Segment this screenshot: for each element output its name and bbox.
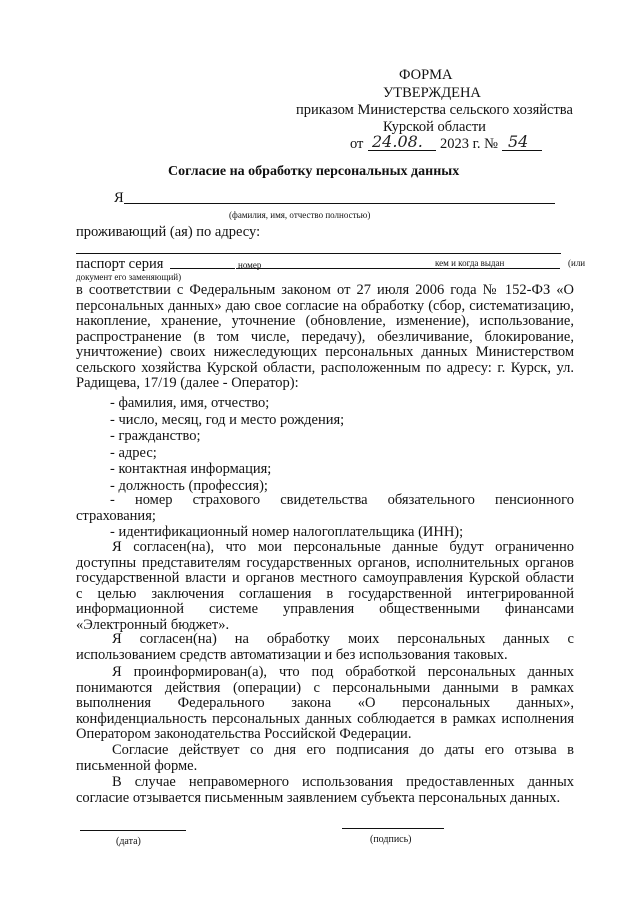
- passport-issued-line: [434, 268, 560, 269]
- handwritten-date: 24.08.: [372, 132, 423, 151]
- handwritten-number: 54: [508, 132, 529, 151]
- data-items-list: [110, 396, 570, 494]
- text-line: Я проинформирован(а), что под обработкой персональных данных: [112, 664, 574, 680]
- passport-series-line: [170, 268, 235, 269]
- text-line: понимаются действия (операции) с персональными данными в рамках: [76, 679, 574, 696]
- number-underline: [502, 150, 542, 151]
- snils-item-line2: страхования;: [76, 508, 156, 524]
- paragraph-revocation: [76, 775, 574, 806]
- text-line: конфиденциальность персональных данных соблюдается в рамках исполнения: [76, 710, 574, 727]
- address-line: [76, 253, 561, 254]
- text-line: согласие отзывается письменным заявлением субъекта персональных данных.: [76, 789, 561, 806]
- passport-number-label: номер: [238, 260, 262, 270]
- address-label: проживающий (ая) по адресу:: [76, 224, 261, 240]
- text-line: доступны представителям государственных органов, исполнительных органов: [76, 554, 574, 571]
- document-substitute-caption: документ его заменяющий): [76, 272, 182, 282]
- list-item: - число, месяц, год и место рождения;: [110, 411, 345, 428]
- text-line: выполнения Федерального закона «О персональных данных»,: [76, 695, 574, 711]
- passport-or-label: (или: [568, 258, 586, 268]
- text-line: В случае неправомерного использования предоставленных данных: [112, 774, 574, 790]
- list-item: - контактная информация;: [110, 461, 272, 477]
- header-region: Курской области: [383, 119, 486, 135]
- text-line: сельского хозяйства Курской области, расположенным по адресу: г. Курск, ул.: [76, 359, 574, 376]
- text-line: персональных данных» даю свое согласие на обработку (сбор, систематизацию,: [76, 297, 574, 314]
- text-line: в соответствии с Федеральным законом от 27 июля 2006 года № 152-ФЗ «О: [76, 282, 574, 298]
- text-line: распространение (в том числе, передачу), обезличивание, блокирование,: [76, 328, 574, 345]
- fio-line: [124, 203, 555, 204]
- passport-number-line: [236, 268, 434, 269]
- text-line: Я согласен(на), что мои персональные данные будут ограниченно: [112, 539, 574, 555]
- text-line: Я согласен(на) на обработку моих персональных данных с: [112, 631, 574, 647]
- paragraph-automation: [76, 632, 574, 663]
- fio-caption: (фамилия, имя, отчество полностью): [229, 210, 371, 220]
- header-order: приказом Министерства сельского хозяйства: [296, 102, 573, 118]
- header-approved: УТВЕРЖДЕНА: [383, 85, 481, 101]
- header-form: ФОРМА: [399, 67, 453, 83]
- paragraph-limited-access: [76, 540, 574, 633]
- signature-caption: (подпись): [370, 834, 412, 845]
- text-line: с целью заключения соглашения в государственной интегрированной: [76, 585, 574, 602]
- text-line: государственной власти и органов местного самоуправления Курской области: [76, 570, 574, 586]
- text-line: письменной форме.: [76, 757, 198, 774]
- passport-issued-label: кем и когда выдан: [435, 258, 505, 268]
- list-item: - фамилия, имя, отчество;: [110, 395, 270, 411]
- list-item: - идентификационный номер налогоплательщика (ИНН);: [110, 524, 464, 540]
- text-line: Согласие действует со дня его подписания до даты его отзыва в: [112, 742, 574, 758]
- paragraph-validity: [76, 743, 574, 774]
- text-line: уничтожение) своих нижеследующих персональных данных Министерством: [76, 344, 574, 360]
- date-caption: (дата): [116, 836, 141, 847]
- text-line: использованием средств автоматизации и без использования таковых.: [76, 646, 508, 663]
- list-item: - адрес;: [110, 444, 157, 461]
- document-title: Согласие на обработку персональных данных: [168, 164, 460, 179]
- list-item: - должность (профессия);: [110, 477, 268, 494]
- snils-item-line1: - номер страхового свидетельства обязательного пенсионного: [110, 492, 574, 508]
- text-line: накопление, хранение, уточнение (обновление, изменение), использование,: [76, 313, 574, 329]
- header-year: 2023 г. №: [440, 136, 499, 152]
- list-item: - гражданство;: [110, 428, 201, 444]
- paragraph-consent-basis: [76, 283, 574, 392]
- date-signature-line: [80, 830, 186, 831]
- text-line: Радищева, 17/19 (далее - Оператор):: [76, 375, 299, 391]
- header-from: от: [350, 136, 364, 152]
- text-line: «Электронный бюджет».: [76, 616, 230, 633]
- signature-line: [342, 828, 444, 829]
- passport-series-label: паспорт серия: [76, 256, 164, 272]
- text-line: информационной системе управления общественными финансами: [76, 601, 574, 617]
- ya-label: Я: [114, 190, 124, 206]
- text-line: Оператором законодательства Российской Федерации.: [76, 726, 412, 742]
- date-underline: [368, 150, 436, 151]
- paragraph-informed: [76, 665, 574, 743]
